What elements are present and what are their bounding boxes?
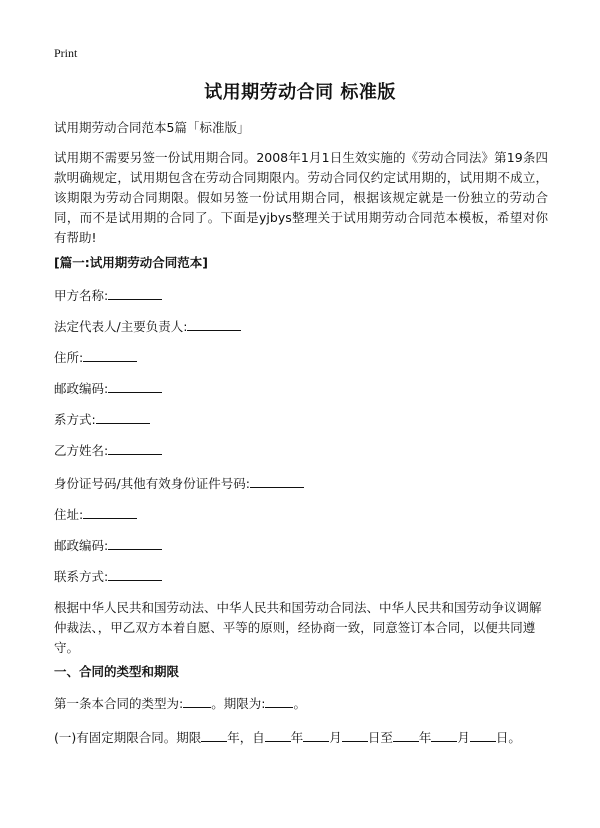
field-label: 法定代表人/主要负责人: bbox=[54, 319, 188, 334]
clause-text: 月 bbox=[457, 730, 470, 745]
print-link[interactable]: Print bbox=[54, 46, 78, 60]
field-party-b-id-number bbox=[54, 474, 304, 492]
field-label: 系方式: bbox=[54, 412, 96, 427]
clause-text: 年，自 bbox=[227, 730, 265, 745]
clause-text: 日至 bbox=[367, 730, 393, 745]
field-party-b-address bbox=[54, 505, 137, 523]
fill-blank bbox=[108, 442, 162, 455]
fill-blank bbox=[265, 695, 293, 708]
fill-blank bbox=[187, 318, 241, 331]
fill-blank bbox=[83, 349, 137, 362]
fill-blank bbox=[303, 729, 329, 742]
field-label: 联系方式: bbox=[54, 569, 109, 584]
field-legal-representative bbox=[54, 317, 241, 335]
clause-text: 年 bbox=[418, 730, 432, 745]
clause-text: 日 bbox=[495, 730, 509, 745]
field-label: 邮政编码: bbox=[54, 381, 109, 396]
fill-blank bbox=[431, 729, 457, 742]
clause-text: 。 bbox=[293, 696, 306, 711]
field-party-b-name bbox=[54, 441, 162, 459]
field-party-a-address bbox=[54, 348, 137, 366]
field-label: 甲方名称: bbox=[54, 288, 109, 303]
fill-blank bbox=[265, 729, 291, 742]
fill-blank bbox=[183, 695, 211, 708]
fill-blank bbox=[83, 506, 137, 519]
field-label: 乙方姓名: bbox=[54, 443, 109, 458]
clause-text: (一)有固定期限合同。期限 bbox=[54, 730, 202, 745]
field-party-a-name bbox=[54, 286, 162, 304]
clause-text: 月 bbox=[329, 730, 342, 745]
legal-basis-paragraph: 根据中华人民共和国劳动法、中华人民共和国劳动合同法、中华人民共和国劳动争议调解仲裁法、，甲乙双方本着自愿、平等的原则，经协商一致，同意签订本合同，以便共同遵守。 bbox=[54, 600, 542, 655]
clause-text: 第一条本合同的类型为: bbox=[54, 696, 184, 711]
document-title: 试用期劳动合同 标准版 bbox=[204, 82, 396, 103]
field-party-b-postcode bbox=[54, 536, 162, 554]
intro-paragraph: 试用期不需要另签一份试用期合同。2008年1月1日生效实施的《劳动合同法》第19条四款明确规定，试用期包含在劳动合同期限内。劳动合同仅约定试用期的，试用期不成立，该期限为劳动合同期限。假如另签一份试用期合同，根据该规定就是一份独立的劳动合同，而不是试用期的合同了。下面是yjbys整理关于试用期劳动合同范本模板，希望对你有帮助! bbox=[54, 150, 548, 245]
clause-text: 。 bbox=[508, 730, 521, 745]
fill-blank bbox=[393, 729, 419, 742]
clause-2 bbox=[54, 728, 548, 748]
fill-blank bbox=[342, 729, 368, 742]
field-label: 身份证号码/其他有效身份证件号码: bbox=[54, 476, 250, 491]
field-party-b-contact bbox=[54, 567, 162, 585]
fill-blank bbox=[250, 475, 304, 488]
fill-blank bbox=[96, 411, 150, 424]
field-label: 住所: bbox=[54, 350, 84, 365]
fill-blank bbox=[108, 380, 162, 393]
part-heading-contract-type: 一、合同的类型和期限 bbox=[54, 664, 180, 679]
section-heading: [篇一:试用期劳动合同范本] bbox=[54, 255, 208, 270]
fill-blank bbox=[108, 537, 162, 550]
clause-text: 。期限为: bbox=[211, 696, 266, 711]
fill-blank bbox=[108, 568, 162, 581]
clause-1 bbox=[54, 694, 306, 712]
field-party-a-postcode bbox=[54, 379, 162, 397]
field-party-a-contact bbox=[54, 410, 150, 428]
clause-text: 年 bbox=[290, 730, 304, 745]
fill-blank bbox=[201, 729, 227, 742]
document-subtitle: 试用期劳动合同范本5篇「标准版」 bbox=[54, 120, 250, 135]
fill-blank bbox=[108, 287, 162, 300]
field-label: 邮政编码: bbox=[54, 538, 109, 553]
fill-blank bbox=[470, 729, 496, 742]
field-label: 住址: bbox=[54, 507, 84, 522]
